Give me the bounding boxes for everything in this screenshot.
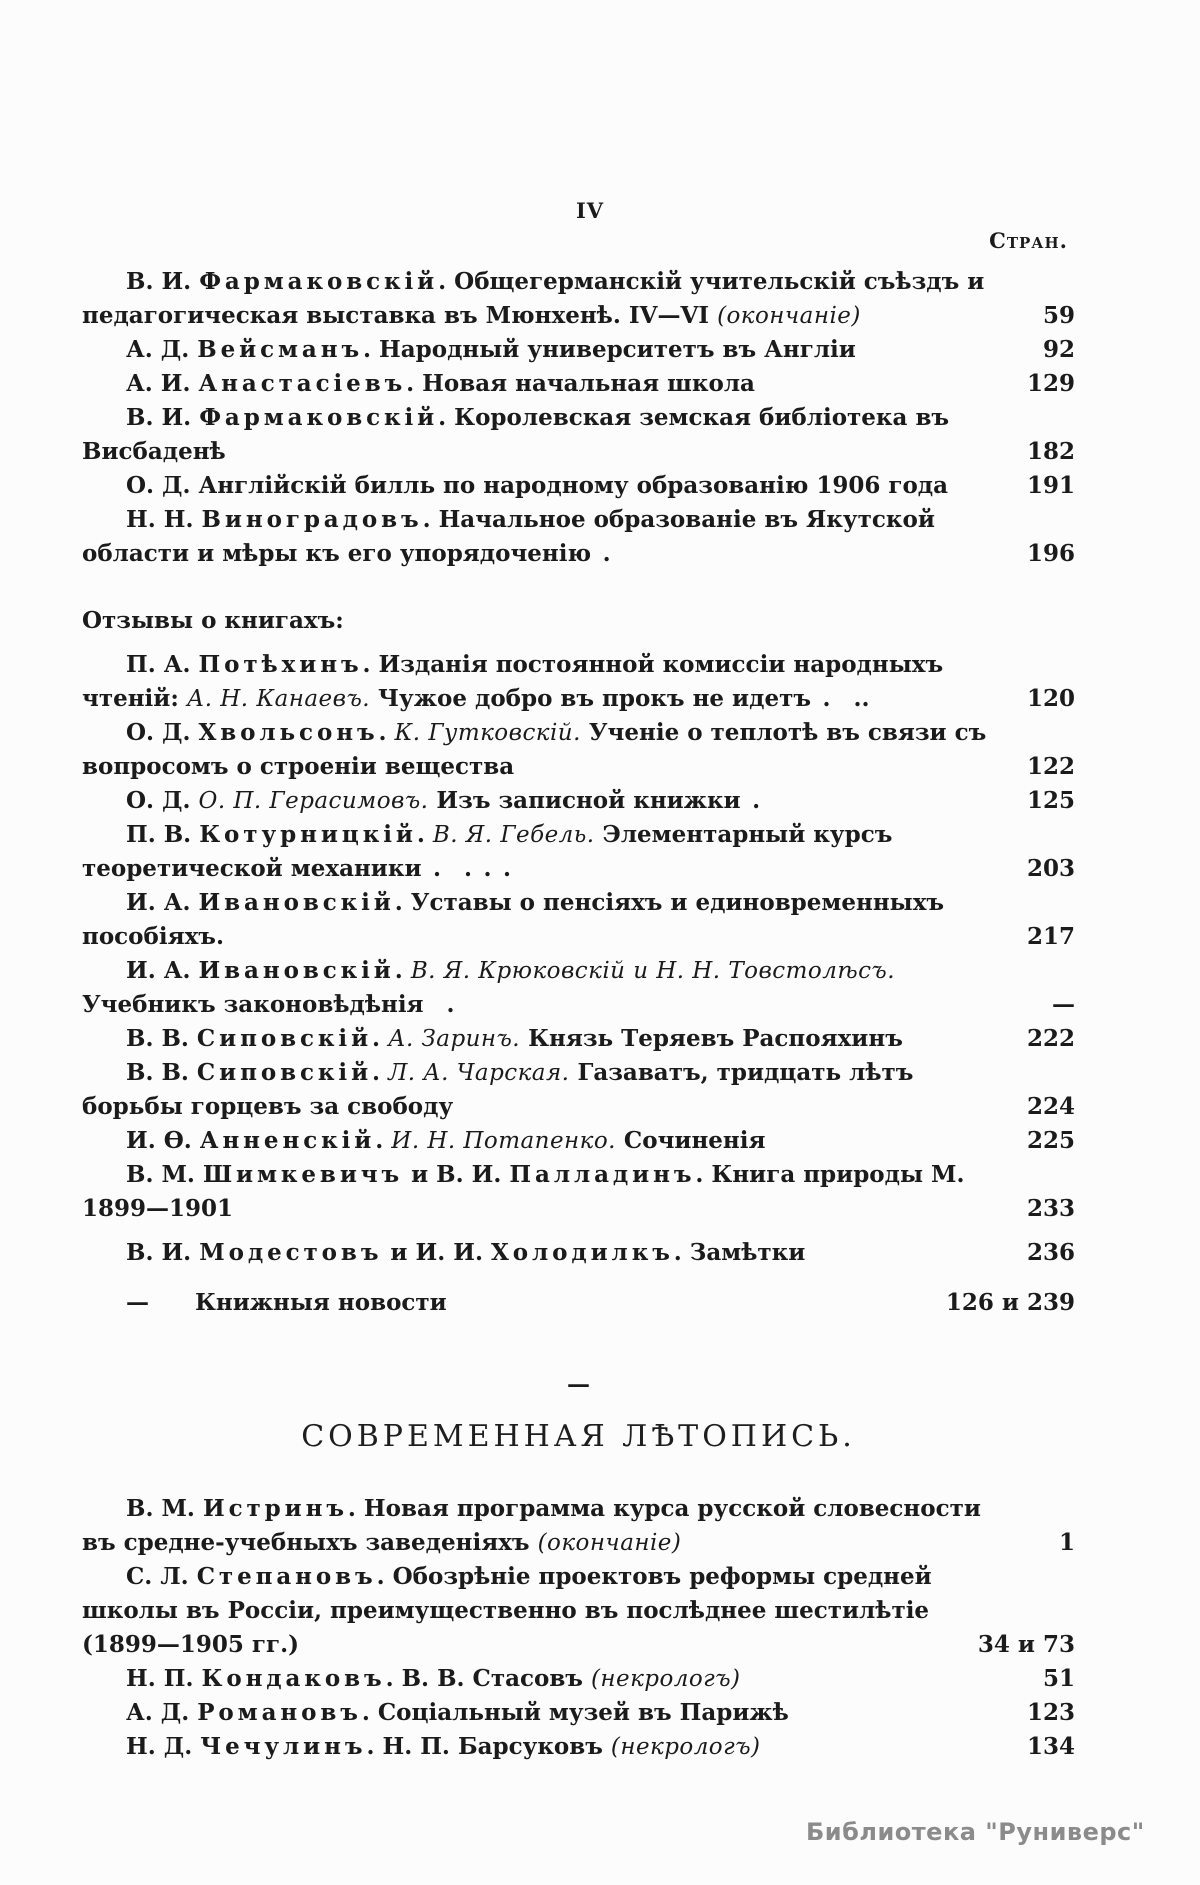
author-name: Анненскій — [199, 1127, 376, 1154]
toc-page-number: 126 и 239 — [945, 1289, 1075, 1316]
entry-text: Н. Н. — [126, 506, 202, 533]
entry-text: А. Д. — [126, 336, 198, 363]
entry-text: . — [372, 1059, 389, 1086]
toc-entry — [82, 648, 1075, 716]
cited-author-or-note: (окончаніе) — [537, 1530, 682, 1556]
entry-text: Чужое добро въ прокъ не идетъ . .. — [370, 685, 870, 712]
entry-text: А. Д. — [126, 1699, 198, 1726]
entry-text: . Общегерманскій учительскій съѣздъ и педагогическая выставка въ Мюнхенѣ. IV—VI — [82, 268, 985, 329]
entry-text: И. Ѳ. — [126, 1127, 200, 1154]
entry-text: В. М. — [126, 1161, 203, 1188]
entry-text: . Книга природы М. 1899—1901 — [82, 1161, 965, 1222]
toc-page-number: 182 — [1026, 438, 1075, 465]
toc-page-number: 134 — [1026, 1733, 1075, 1760]
toc-page-number: 92 — [1042, 336, 1075, 363]
cited-author-or-note: А. Заринъ. — [388, 1026, 521, 1052]
toc-page-number: 123 — [1026, 1699, 1075, 1726]
toc-entry — [82, 1236, 1075, 1270]
author-name: Фармаковскій — [199, 404, 439, 431]
entry-text: О. Д. — [126, 719, 199, 746]
toc-page-number: 1 — [1058, 1529, 1075, 1556]
author-name: Анастасіевъ — [198, 370, 407, 397]
toc-entry — [82, 1560, 1075, 1662]
entry-text: . — [416, 821, 433, 848]
entry-text: . — [378, 719, 395, 746]
cited-author-or-note: И. Н. Потапенко. — [391, 1128, 616, 1154]
toc-page-number: 225 — [1026, 1127, 1075, 1154]
table-of-contents — [82, 265, 1075, 1764]
author-name: Чечулинъ — [200, 1733, 367, 1760]
entry-text: . Обозрѣніе проектовъ реформы средней школы въ Россіи, преимущественно въ послѣднее шестилѣтіе (1899—1905 гг.) — [82, 1563, 932, 1658]
entry-text: В. И. — [126, 1239, 200, 1266]
toc-page-number: 191 — [1026, 472, 1075, 499]
author-name: Палладинъ — [509, 1161, 696, 1188]
entry-text: Князь Теряевъ Распояхинъ — [520, 1025, 903, 1052]
toc-page-number: 217 — [1026, 923, 1075, 950]
toc-entry — [82, 1696, 1075, 1730]
entry-text: . Новая программа курса русской словесности въ средне-учебныхъ заведеніяхъ — [82, 1495, 981, 1556]
entry-text: О. Д. Англійскій билль по народному образованію 1906 года — [126, 472, 949, 499]
toc-entry — [82, 1662, 1075, 1696]
author-name: Шимкевичъ — [202, 1161, 404, 1188]
entry-text: С. Л. — [126, 1563, 197, 1590]
toc-section-reviews — [82, 648, 1075, 1320]
toc-page-number: — — [1052, 991, 1075, 1018]
author-name: Истринъ — [202, 1495, 348, 1522]
toc-page-number: 233 — [1026, 1195, 1075, 1222]
cited-author-or-note: О. П. Герасимовъ. — [198, 788, 429, 814]
cited-author-or-note: К. Гутковскій. — [394, 720, 581, 746]
entry-text: . Соціальный музей въ Парижѣ — [361, 1699, 789, 1726]
entry-text: Элементарный курсъ теоретической механики . . . . — [82, 821, 893, 882]
toc-entry — [82, 1022, 1075, 1056]
library-watermark: Библиотека "Руниверс" — [806, 1818, 1145, 1846]
toc-page-number: 34 и 73 — [977, 1631, 1075, 1658]
author-name: Фармаковскій — [199, 268, 439, 295]
toc-entry — [82, 1158, 1075, 1226]
author-name: Ивановскій — [198, 889, 395, 916]
toc-page-number: 222 — [1026, 1025, 1075, 1052]
author-name: Кондаковъ — [201, 1665, 386, 1692]
toc-page-number: 125 — [1026, 787, 1075, 814]
toc-page-number: 122 — [1026, 753, 1075, 780]
author-name: Хвольсонъ — [198, 719, 379, 746]
entry-text: Н. П. — [126, 1665, 202, 1692]
toc-page-number: 51 — [1042, 1665, 1075, 1692]
cited-author-or-note: (некрологъ) — [610, 1734, 761, 1760]
entry-text: . Королевская земская библіотека въ Висбаденѣ — [82, 404, 950, 465]
author-name: Виноградовъ — [201, 506, 423, 533]
page-column-label: Стран. — [989, 228, 1068, 253]
cited-author-or-note: В. Я. Гебель. — [432, 822, 595, 848]
entry-text: А. И. — [126, 370, 199, 397]
entry-text: Учебникъ законовѣдѣнія . — [82, 991, 455, 1018]
cited-author-or-note: А. Н. Канаевъ. — [186, 686, 371, 712]
toc-entry — [82, 954, 1075, 1022]
author-name: Сиповскій — [196, 1059, 373, 1086]
cited-author-or-note: Л. А. Чарская. — [388, 1060, 570, 1086]
author-name: Вейсманъ — [197, 336, 363, 363]
toc-page-number: 196 — [1026, 540, 1075, 567]
entry-text: И. А. — [126, 889, 199, 916]
toc-entry — [82, 886, 1075, 954]
author-name: Потѣхинъ — [198, 651, 363, 678]
author-name: Модестовъ — [199, 1239, 383, 1266]
entry-text: и И. И. — [382, 1239, 491, 1266]
toc-page-number: 224 — [1026, 1093, 1075, 1120]
entry-text: В. И. — [126, 404, 200, 431]
toc-section-chronicle — [82, 1492, 1075, 1764]
toc-entry — [82, 1730, 1075, 1764]
toc-entry — [82, 1056, 1075, 1124]
entry-text: и В. И. — [403, 1161, 510, 1188]
toc-page-number: 129 — [1026, 370, 1075, 397]
toc-entry — [82, 1124, 1075, 1158]
cited-author-or-note: В. Я. Крюковскій и Н. Н. Товстолѣсъ. — [410, 958, 895, 984]
entry-text: . — [394, 957, 411, 984]
author-name: Романовъ — [197, 1699, 362, 1726]
entry-text: . Начальное образованіе въ Якутской области и мѣры къ его упорядоченію . — [82, 506, 935, 567]
entry-text: — Книжныя новости — [126, 1289, 447, 1316]
section-header-reviews: Отзывы о книгахъ: — [82, 607, 344, 634]
entry-text: В. В. — [126, 1059, 197, 1086]
entry-text: . Изданія постоянной комиссіи народныхъ чтеній: — [82, 651, 944, 712]
toc-entry — [82, 265, 1075, 333]
entry-text: . Уставы о пенсіяхъ и единовременныхъ пособіяхъ. — [82, 889, 945, 950]
author-name: Сиповскій — [196, 1025, 373, 1052]
toc-entry — [82, 401, 1075, 469]
entry-text: Газаватъ, тридцать лѣтъ борьбы горцевъ за свободу — [82, 1059, 914, 1120]
entry-text: . — [375, 1127, 392, 1154]
toc-page-number: 120 — [1026, 685, 1075, 712]
toc-entry — [82, 818, 1075, 886]
entry-text: И. А. — [126, 957, 199, 984]
author-name: Ивановскій — [198, 957, 395, 984]
entry-text: . Новая начальная школа — [406, 370, 755, 397]
entry-text: О. Д. — [126, 787, 199, 814]
section-header-chronicle: СОВРЕМЕННАЯ ЛѢТОПИСЬ. — [301, 1419, 856, 1454]
page-number-roman: IV — [575, 198, 605, 223]
toc-entry — [82, 1286, 1075, 1320]
toc-entry — [82, 469, 1075, 503]
toc-entry — [82, 367, 1075, 401]
toc-page-number: 236 — [1026, 1239, 1075, 1266]
cited-author-or-note: (окончаніе) — [717, 303, 861, 329]
cited-author-or-note: (некрологъ) — [590, 1666, 741, 1692]
entry-text: . Замѣтки — [673, 1239, 806, 1266]
entry-text: . Н. П. Барсуковъ — [366, 1733, 611, 1760]
toc-entry — [82, 784, 1075, 818]
entry-text: П. А. — [126, 651, 199, 678]
entry-text: . — [372, 1025, 389, 1052]
author-name: Котурницкій — [199, 821, 417, 848]
entry-text: Сочиненія — [615, 1127, 766, 1154]
entry-text: В. И. — [126, 268, 200, 295]
entry-text: В. В. — [126, 1025, 197, 1052]
toc-page-number: 59 — [1042, 302, 1075, 329]
toc-page-number: 203 — [1026, 855, 1075, 882]
toc-section-articles — [82, 265, 1075, 571]
toc-entry — [82, 333, 1075, 367]
author-name: Холодилкъ — [490, 1239, 674, 1266]
entry-text: Изъ записной книжки . — [428, 787, 761, 814]
author-name: Степановъ — [196, 1563, 377, 1590]
toc-entry — [82, 503, 1075, 571]
toc-entry — [82, 716, 1075, 784]
entry-text: Н. Д. — [126, 1733, 201, 1760]
entry-text: . В. В. Стасовъ — [385, 1665, 591, 1692]
toc-entry — [82, 1492, 1075, 1560]
entry-text: . Народный университетъ въ Англіи — [363, 336, 856, 363]
section-separator-dash: — — [567, 1371, 590, 1398]
entry-text: Ученіе о теплотѣ въ связи съ вопросомъ о строеніи вещества — [82, 719, 987, 780]
entry-text: В. М. — [126, 1495, 203, 1522]
entry-text: П. В. — [126, 821, 200, 848]
